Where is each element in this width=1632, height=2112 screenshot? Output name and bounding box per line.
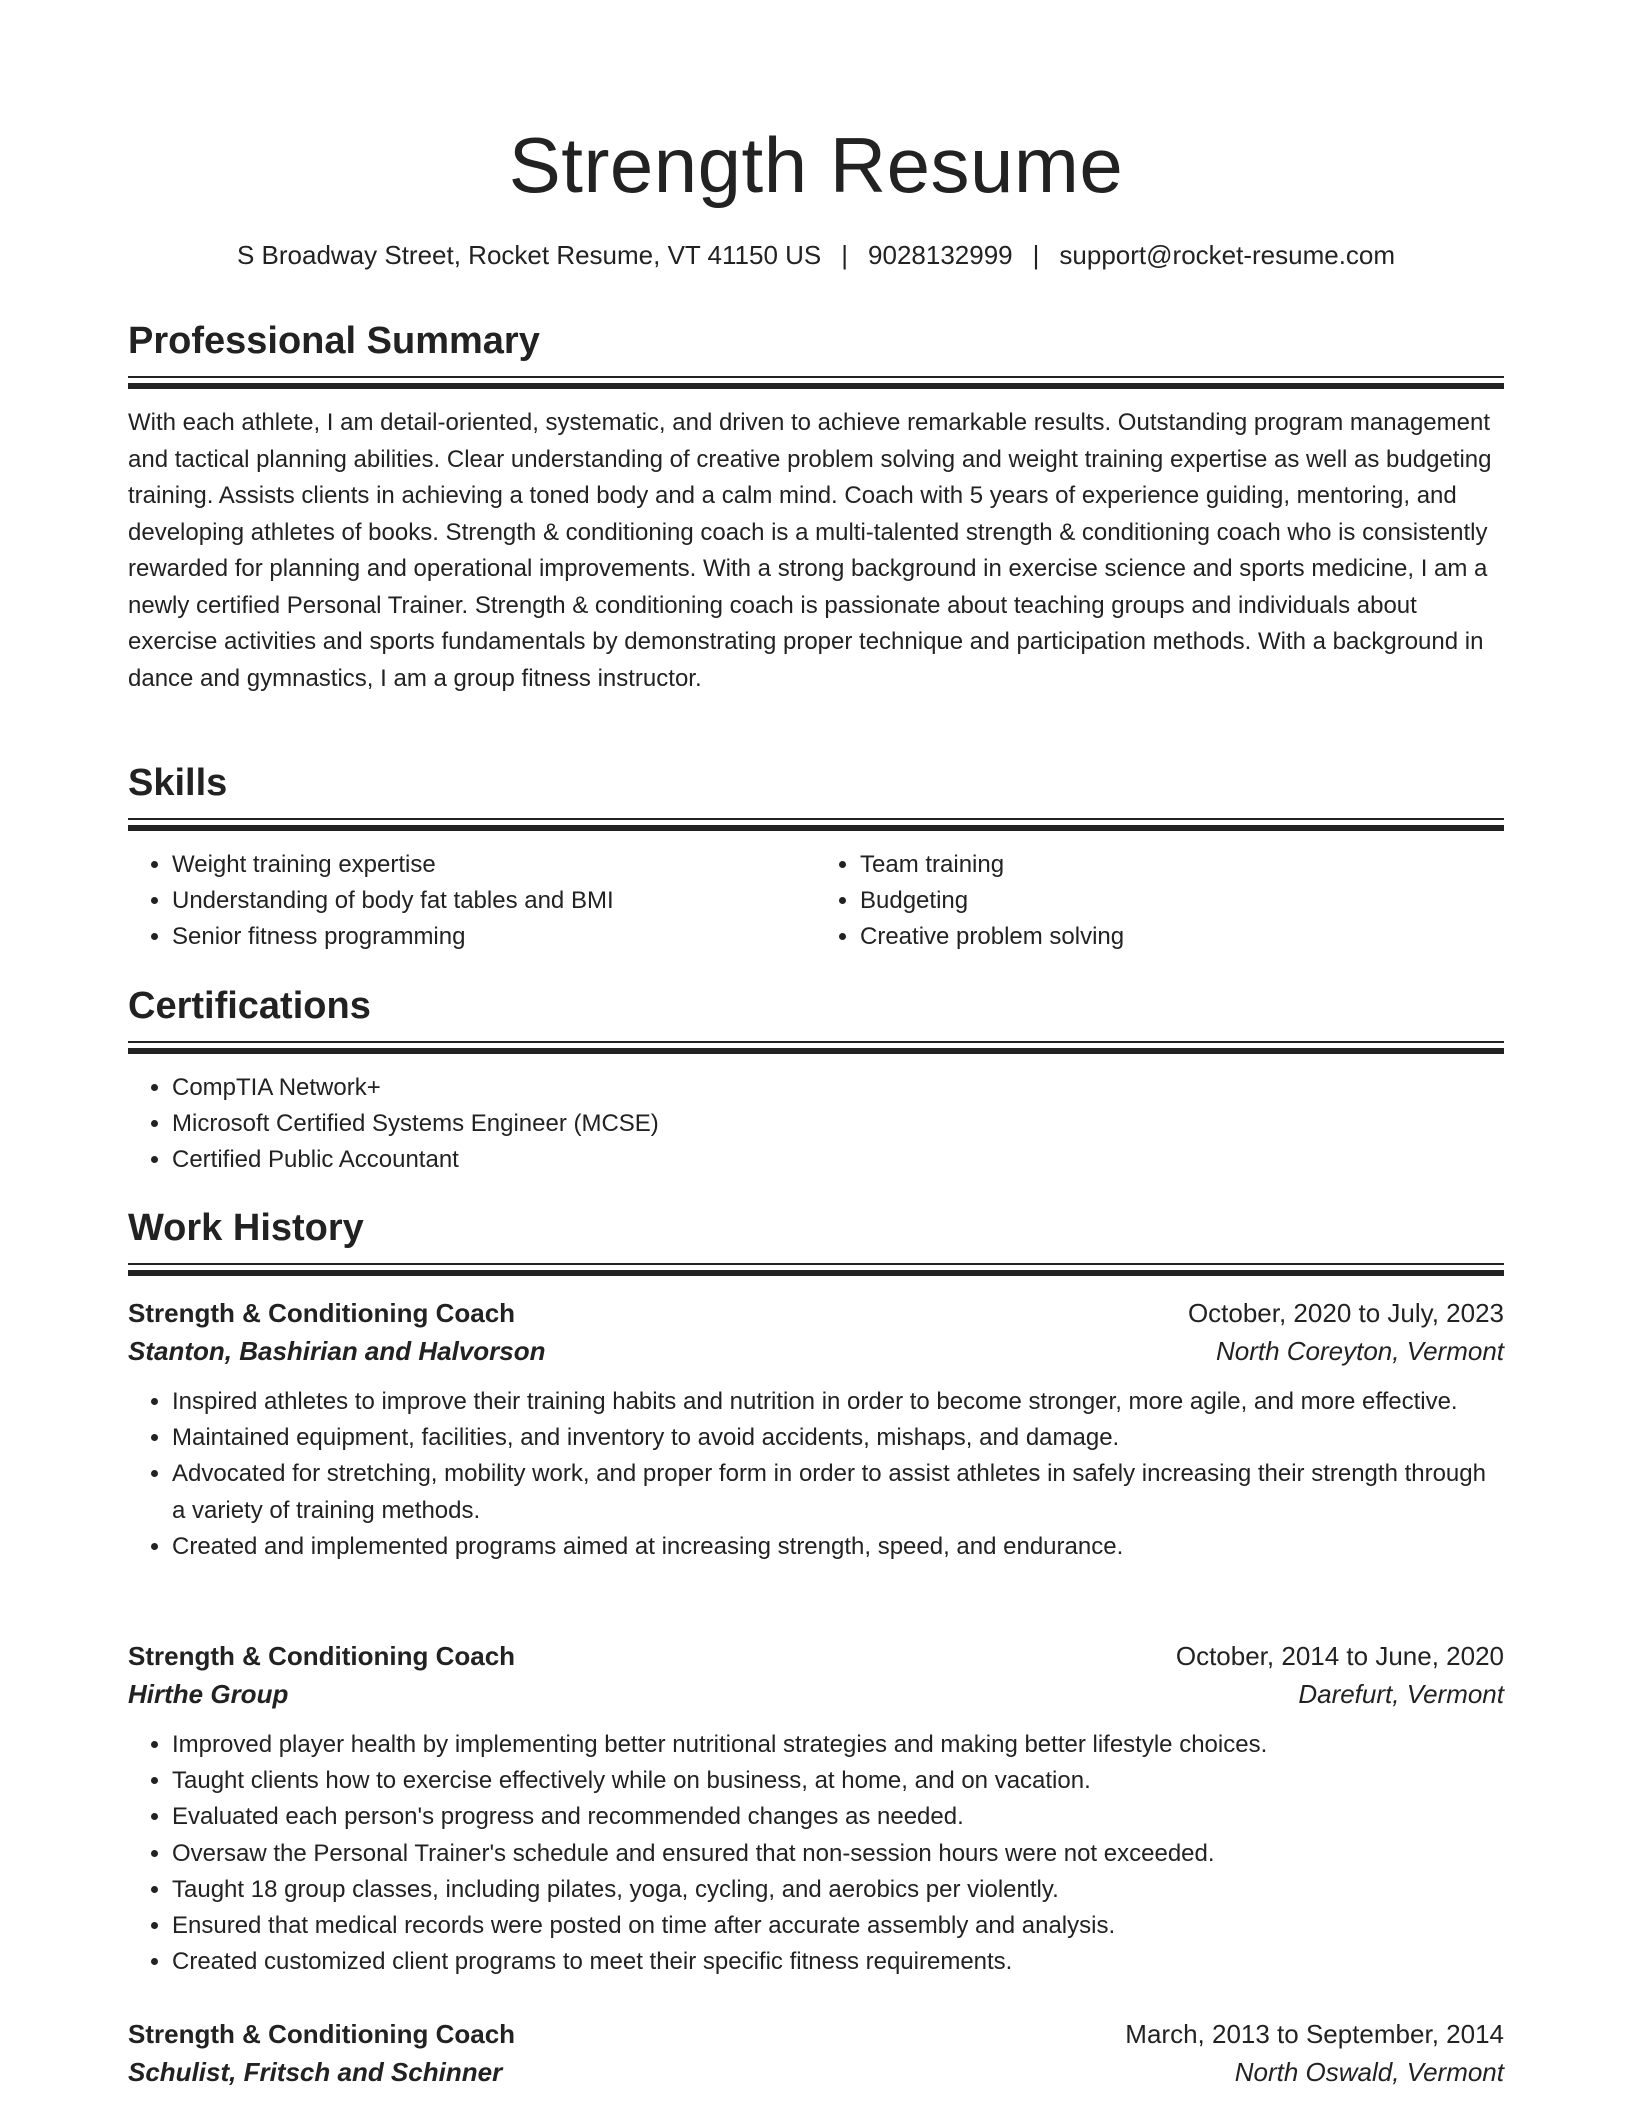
contact-phone: 9028132999 [868, 240, 1013, 270]
job-header [128, 1294, 1504, 1332]
job-company: Hirthe Group [128, 1679, 289, 1709]
skill-item: • Budgeting [860, 883, 1504, 919]
contact-line [128, 240, 1504, 271]
summary-section [128, 318, 1504, 697]
section-divider [128, 1263, 1504, 1265]
section-divider [128, 1270, 1504, 1276]
skill-item: • Senior fitness programming [172, 919, 816, 955]
job-location: North Oswald, Vermont [1234, 2057, 1504, 2087]
section-divider [128, 376, 1504, 378]
job-title: Strength & Conditioning Coach [128, 1641, 516, 1671]
section-divider [128, 383, 1504, 389]
job-bullet: • Oversaw the Personal Trainer's schedule and ensured that non-session hours were not exceeded. [172, 1836, 1504, 1872]
job-header [128, 2015, 1504, 2053]
certifications-list [128, 1070, 1504, 1179]
certification-item: • Certified Public Accountant [172, 1142, 1504, 1178]
skill-item: • Weight training expertise [172, 847, 816, 883]
job-bullet: • Taught clients how to exercise effectively while on business, at home, and on vacation. [172, 1763, 1504, 1799]
certification-item: • Microsoft Certified Systems Engineer (MCSE) [172, 1106, 1504, 1142]
contact-address: S Broadway Street, Rocket Resume, VT 41150 US [236, 240, 822, 270]
contact-separator: | [841, 240, 849, 270]
job-dates: October, 2020 to July, 2023 [1187, 1298, 1504, 1328]
skill-item: • Understanding of body fat tables and BMI [172, 883, 816, 919]
section-divider [128, 825, 1504, 831]
job-dates: October, 2014 to June, 2020 [1175, 1641, 1504, 1671]
job-bullet: • Ensured that medical records were posted on time after accurate assembly and analysis. [172, 1908, 1504, 1944]
job-entry [128, 1294, 1504, 1565]
certification-item: • CompTIA Network+ [172, 1070, 1504, 1106]
job-bullet: • Created and implemented programs aimed at increasing strength, speed, and endurance. [172, 1529, 1504, 1565]
job-location: North Coreyton, Vermont [1215, 1336, 1504, 1366]
job-company: Schulist, Fritsch and Schinner [128, 2057, 503, 2087]
job-title: Strength & Conditioning Coach [128, 2019, 516, 2049]
contact-email: support@rocket-resume.com [1059, 240, 1396, 270]
section-divider [128, 818, 1504, 820]
resume-name: Strength Resume [508, 121, 1124, 209]
job-bullet: • Evaluated each person's progress and recommended changes as needed. [172, 1799, 1504, 1835]
job-header [128, 1637, 1504, 1675]
job-entry [128, 2015, 1504, 2091]
skills-grid [128, 847, 1504, 956]
skills-list-right [816, 847, 1504, 956]
job-dates: March, 2013 to September, 2014 [1125, 2019, 1504, 2049]
section-title-certifications: Certifications [128, 985, 371, 1027]
job-bullet: • Maintained equipment, facilities, and inventory to avoid accidents, mishaps, and damage. [172, 1420, 1504, 1456]
summary-text: With each athlete, I am detail-oriented, systematic, and driven to achieve remarkable results. Outstanding program management and tactical planning abilities. Clear understanding of creative problem solving and weight training expertise as well as budgeting training. Assists clients in achieving a toned body and a calm mind. Coach with 5 years of experience guiding, mentoring, and developing athletes of books. Strength & conditioning coach is a multi-talented strength & conditioning coach who is consistently rewarded for planning and operational improvements. With a strong background in exercise science and sports medicine, I am a newly certified Personal Trainer. Strength & conditioning coach is passionate about teaching groups and individuals about exercise activities and sports fundamentals by demonstrating proper technique and participation methods. With a background in dance and gymnastics, I am a group fitness instructor. [128, 409, 1492, 692]
job-entry [128, 1637, 1504, 1980]
work-history-section [128, 1205, 1504, 1276]
skill-item: • Team training [860, 847, 1504, 883]
section-title-summary: Professional Summary [128, 320, 540, 362]
job-bullet: • Created customized client programs to meet their specific fitness requirements. [172, 1944, 1504, 1980]
section-title-work-history: Work History [128, 1207, 364, 1249]
job-bullets [128, 1384, 1504, 1565]
job-location: Darefurt, Vermont [1298, 1679, 1504, 1709]
job-bullet: • Advocated for stretching, mobility work, and proper form in order to assist athletes in safely increasing their strength through a variety of training methods. [172, 1456, 1504, 1528]
skills-list-left [128, 847, 816, 956]
skill-item: • Creative problem solving [860, 919, 1504, 955]
certifications-section [128, 983, 1504, 1179]
section-divider [128, 1048, 1504, 1054]
contact-separator: | [1032, 240, 1040, 270]
job-subheader [128, 2053, 1504, 2091]
job-bullets [128, 1727, 1504, 1980]
job-subheader [128, 1332, 1504, 1370]
job-bullet: • Inspired athletes to improve their training habits and nutrition in order to become stronger, more agile, and more effective. [172, 1384, 1504, 1420]
skills-section [128, 760, 1504, 956]
section-title-skills: Skills [128, 762, 228, 804]
job-title: Strength & Conditioning Coach [128, 1298, 516, 1328]
job-company: Stanton, Bashirian and Halvorson [128, 1336, 546, 1366]
job-bullet: • Improved player health by implementing better nutritional strategies and making better lifestyle choices. [172, 1727, 1504, 1763]
section-divider [128, 1041, 1504, 1043]
job-subheader [128, 1675, 1504, 1713]
job-bullet: • Taught 18 group classes, including pilates, yoga, cycling, and aerobics per violently. [172, 1872, 1504, 1908]
